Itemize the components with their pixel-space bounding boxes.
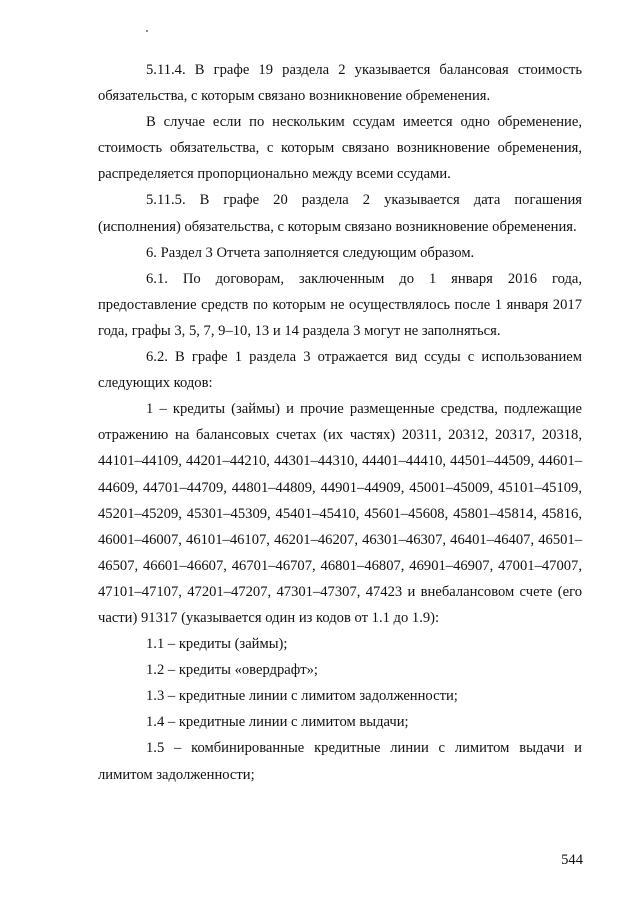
paragraph-code-1-3: 1.3 – кредитные линии с лимитом задолженности; xyxy=(146,688,458,705)
paragraph-6: 6. Раздел 3 Отчета заполняется следующим образом. xyxy=(146,244,475,261)
paragraph-single-encumbrance: В случае если по нескольким ссудам имеется одно обременение, стоимость обязательства, с которым связано возникновение обременения, распределяется пропорционально между всеми ссудами. xyxy=(98,114,582,183)
paragraph-code-1-2: 1.2 – кредиты «овердрафт»; xyxy=(146,662,318,679)
paragraph-code-1-1: 1.1 – кредиты (займы); xyxy=(146,636,288,653)
paragraph-code-1-5: 1.5 – комбинированные кредитные линии с лимитом выдачи и лимитом задолженности; xyxy=(98,740,582,783)
paragraph-5-11-5: 5.11.5. В графе 20 раздела 2 указывается дата погашения (исполнения) обязательства, с которым связано возникновение обременения. xyxy=(98,192,582,235)
body-text xyxy=(98,57,582,788)
scan-speck xyxy=(146,30,148,32)
paragraph-code-1-4: 1.4 – кредитные линии с лимитом выдачи; xyxy=(146,714,409,731)
paragraph-6-2: 6.2. В графе 1 раздела 3 отражается вид ссуды с использованием следующих кодов: xyxy=(98,349,582,392)
paragraph-6-1: 6.1. По договорам, заключенным до 1 января 2016 года, предоставление средств по которым не осуществлялось после 1 января 2017 года, графы 3, 5, 7, 9–10, 13 и 14 раздела 3 могут не заполняться. xyxy=(98,270,582,339)
paragraph-code-1: 1 – кредиты (займы) и прочие размещенные средства, подлежащие отражению на балансовых счетах (их частях) 20311, 20312, 20317, 20318, 44101–44109, 44201–44210, 44301–44310, 44401–44410, 44501–44509, 44601–44609, 44701–44709, 44801–44809, 44901–44909, 45001–45009, 45101–45109, 45201–45209, 45301–45309, 45401–45410, 45601–45608, 45801–45814, 45816, 46001–46007, 46101–46107, 46201–46207, 46301–46307, 46401–46407, 46501–46507, 46601–46607, 46701–46707, 46801–46807, 46901–46907, 47001–47007, 47101–47107, 47201–47207, 47301–47307, 47423 и внебалансовом счете (его части) 91317 (указывается один из кодов от 1.1 до 1.9): xyxy=(98,401,582,626)
page-number: 544 xyxy=(561,852,583,868)
paragraph-5-11-4: 5.11.4. В графе 19 раздела 2 указывается балансовая стоимость обязательства, с которым связано возникновение обременения. xyxy=(98,62,582,105)
